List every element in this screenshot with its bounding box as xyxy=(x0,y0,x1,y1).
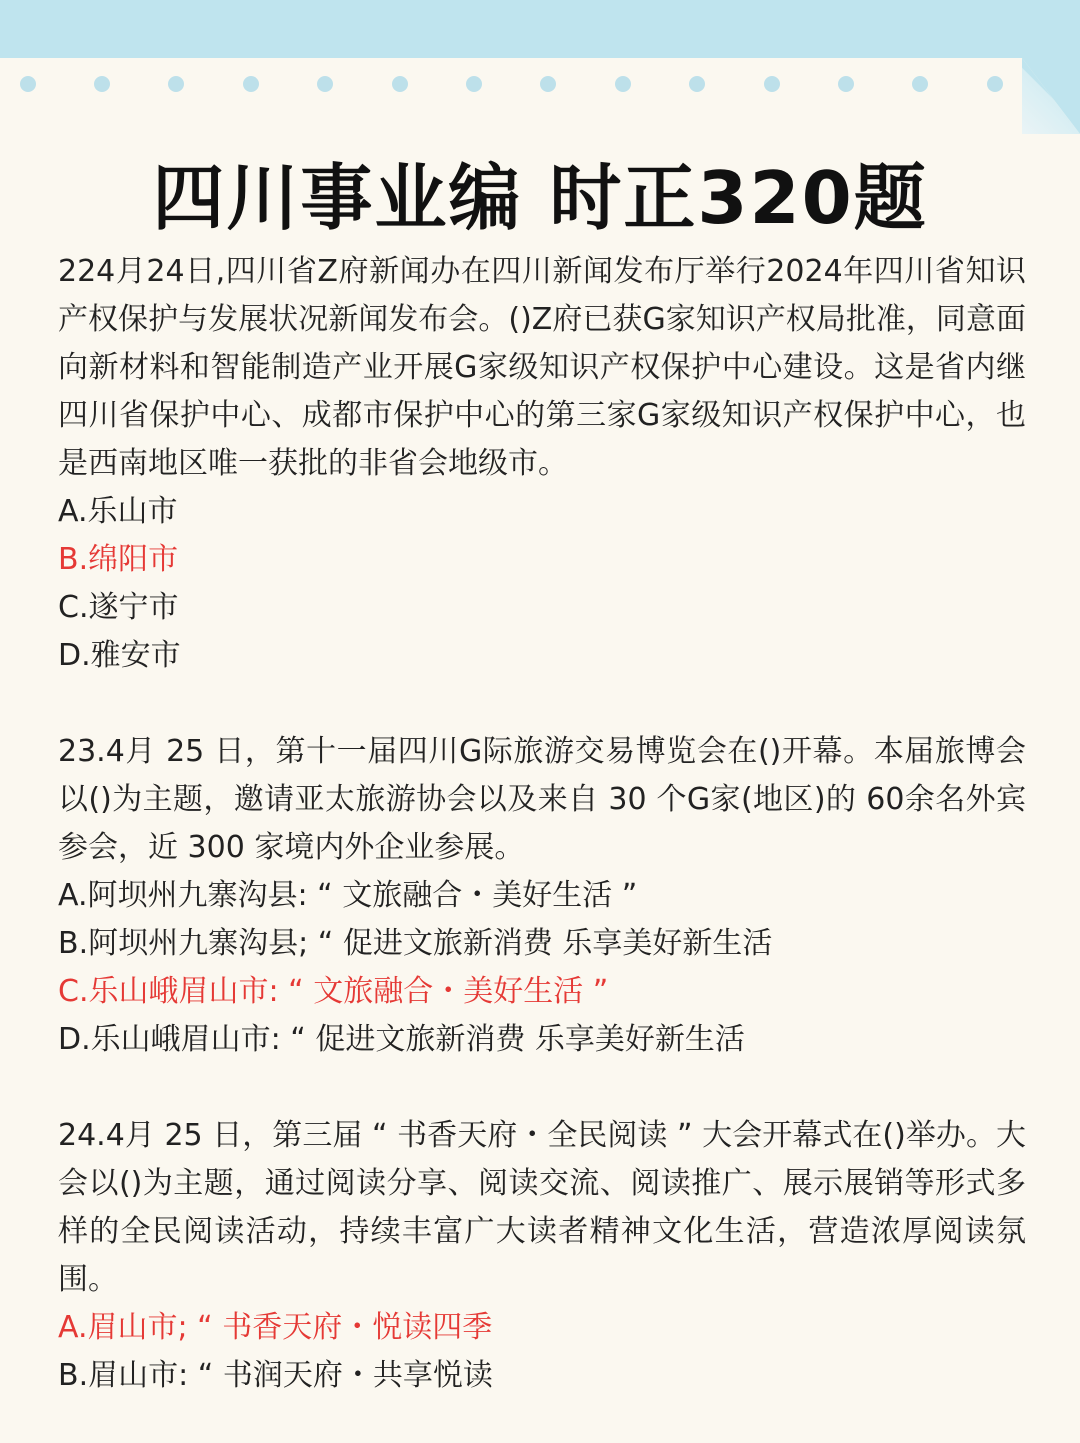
binding-hole xyxy=(94,76,110,92)
question-block xyxy=(58,248,1026,680)
binding-hole xyxy=(689,76,705,92)
binding-hole xyxy=(466,76,482,92)
option-d: D.雅安市 xyxy=(58,638,181,673)
option-a-answer: A.眉山市; “ 书香天府・悦读四季 xyxy=(58,1310,493,1345)
page-title: 四川事业编 时正320题 xyxy=(152,156,928,240)
binding-hole xyxy=(392,76,408,92)
option-c-answer: C.乐山峨眉山市: “ 文旅融合・美好生活 ” xyxy=(58,974,609,1009)
spacer xyxy=(58,1064,1026,1112)
option-b-answer: B.绵阳市 xyxy=(58,542,179,577)
option-d: D.乐山峨眉山市: “ 促进文旅新消费 乐享美好新生活 xyxy=(58,1022,745,1057)
binding-hole xyxy=(317,76,333,92)
binding-hole xyxy=(615,76,631,92)
question-text: 24.4月 25 日，第三届 “ 书香天府・全民阅读 ” 大会开幕式在()举办。大会以()为主题，通过阅读分享、阅读交流、阅读推广、展示展销等形式多样的全民阅读活动，持续丰富广大读者精神文化生活，营造浓厚阅读氛围。 xyxy=(58,1118,1026,1297)
binding-hole xyxy=(987,76,1003,92)
option-a: A.阿坝州九寨沟县: “ 文旅融合・美好生活 ” xyxy=(58,878,638,913)
question-block xyxy=(58,728,1026,1064)
question-block xyxy=(58,1112,1026,1400)
binding-hole xyxy=(912,76,928,92)
binding-holes xyxy=(20,76,1020,94)
binding-hole xyxy=(20,76,36,92)
question-list xyxy=(58,248,1026,1400)
binding-hole xyxy=(764,76,780,92)
option-b: B.阿坝州九寨沟县; “ 促进文旅新消费 乐享美好新生活 xyxy=(58,926,773,961)
binding-hole xyxy=(838,76,854,92)
option-c: C.遂宁市 xyxy=(58,590,179,625)
question-text: 23.4月 25 日，第十一届四川G际旅游交易博览会在()开幕。本届旅博会以()为主题，邀请亚太旅游协会以及来自 30 个G家(地区)的 60余名外宾参会，近 300 家境内外企业参展。 xyxy=(58,734,1026,865)
option-b: B.眉山市: “ 书润天府・共享悦读 xyxy=(58,1358,493,1393)
binding-hole xyxy=(168,76,184,92)
binding-hole xyxy=(540,76,556,92)
binding-hole xyxy=(243,76,259,92)
option-a: A.乐山市 xyxy=(58,494,178,529)
spacer xyxy=(58,680,1026,728)
question-text: 224月24日,四川省Z府新闻办在四川新闻发布厅举行2024年四川省知识产权保护与发展状况新闻发布会。()Z府已获G家知识产权局批准，同意面向新材料和智能制造产业开展G家级知识产权保护中心建设。这是省内继四川省保护中心、成都市保护中心的第三家G家级知识产权保护中心，也是西南地区唯一获批的非省会地级市。 xyxy=(58,254,1026,481)
